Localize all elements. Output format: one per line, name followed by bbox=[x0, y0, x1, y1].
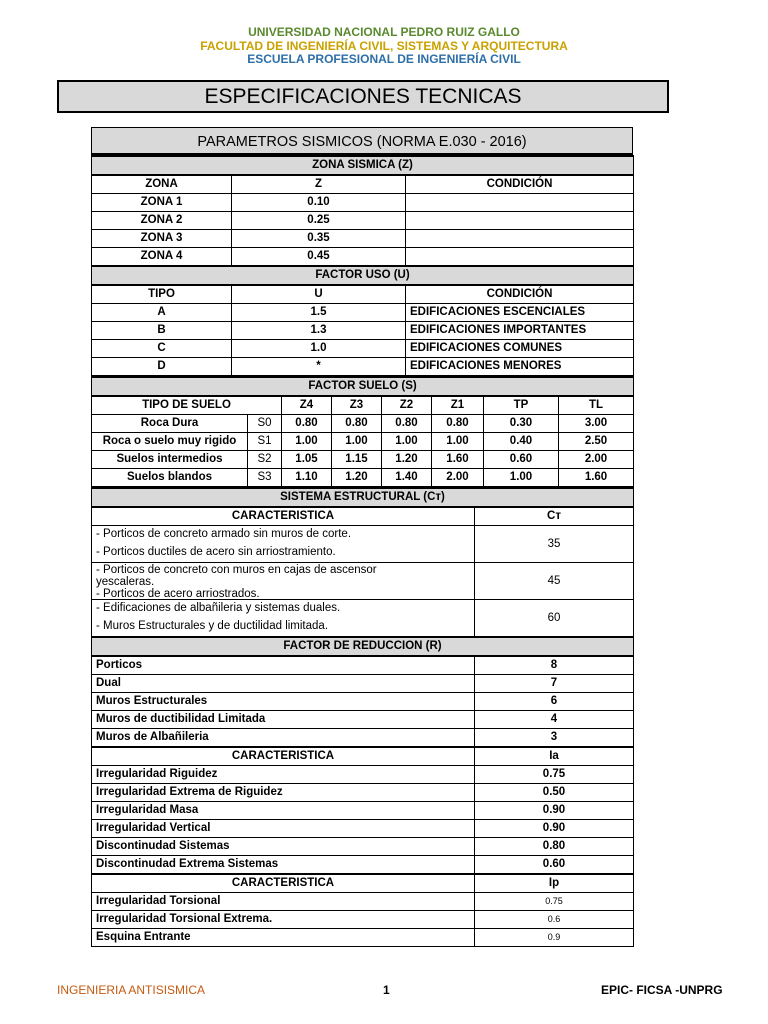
suelo-cell: 1.05 bbox=[282, 451, 332, 469]
footer-page-number: 1 bbox=[383, 983, 390, 997]
table-row bbox=[92, 784, 634, 802]
table-row bbox=[92, 304, 634, 322]
ia-cell: Irregularidad Extrema de Riguidez bbox=[92, 784, 475, 802]
suelo-cell: S1 bbox=[248, 433, 282, 451]
table-row bbox=[92, 911, 634, 929]
reduccion-title: FACTOR DE REDUCCION (R) bbox=[92, 637, 634, 656]
suelo-cell: Roca Dura bbox=[92, 415, 248, 433]
sistema-value: 35 bbox=[475, 526, 634, 563]
reduccion-cell: 3 bbox=[475, 729, 634, 748]
ip-cell: 0.9 bbox=[475, 929, 634, 947]
suelo-cell: 1.20 bbox=[382, 451, 432, 469]
ia-cell: 0.60 bbox=[475, 856, 634, 875]
uso-cell: 1.3 bbox=[232, 322, 406, 340]
table-row bbox=[92, 729, 634, 748]
uso-cell: * bbox=[232, 358, 406, 376]
ip-cell: 0.75 bbox=[475, 893, 634, 911]
suelo-cell: Roca o suelo muy rigido bbox=[92, 433, 248, 451]
reduccion-cell: Muros de Albañileria bbox=[92, 729, 475, 748]
uso-title: FACTOR USO (U) bbox=[92, 266, 634, 285]
suelo-header-z2: Z2 bbox=[382, 396, 432, 415]
suelo-cell: 1.00 bbox=[282, 433, 332, 451]
suelo-cell: 1.00 bbox=[484, 469, 559, 487]
zona-cell: 0.35 bbox=[232, 230, 406, 248]
reduccion-cell: Muros Estructurales bbox=[92, 693, 475, 711]
table-row bbox=[92, 230, 634, 248]
table-row bbox=[92, 675, 634, 693]
ia-cell: Irregularidad Masa bbox=[92, 802, 475, 820]
suelo-cell: Suelos intermedios bbox=[92, 451, 248, 469]
zona-header-condicion: CONDICIÓN bbox=[406, 175, 634, 194]
table-row bbox=[92, 766, 634, 784]
table-row bbox=[92, 451, 634, 469]
suelo-cell: 1.60 bbox=[559, 469, 634, 487]
uso-header-tipo: TIPO bbox=[92, 285, 232, 304]
zona-cell: 0.45 bbox=[232, 248, 406, 267]
zona-title: ZONA SISMICA (Z) bbox=[92, 156, 634, 175]
ip-cell: 0.6 bbox=[475, 911, 634, 929]
footer-institution: EPIC- FICSA -UNPRG bbox=[601, 983, 723, 997]
suelo-cell: S2 bbox=[248, 451, 282, 469]
ip-header-caracteristica: CARACTERISTICA bbox=[92, 874, 475, 893]
table-row bbox=[92, 838, 634, 856]
suelo-cell: 0.40 bbox=[484, 433, 559, 451]
suelo-cell: S0 bbox=[248, 415, 282, 433]
sistema-line: - Porticos de acero arriostrados. bbox=[96, 588, 260, 600]
suelo-cell: 0.80 bbox=[432, 415, 484, 433]
ia-header-caracteristica: CARACTERISTICA bbox=[92, 747, 475, 766]
uso-cell: EDIFICACIONES MENORES bbox=[406, 358, 634, 376]
ia-cell: Discontinudad Extrema Sistemas bbox=[92, 856, 475, 875]
table-row bbox=[92, 433, 634, 451]
reduccion-cell: 6 bbox=[475, 693, 634, 711]
sistema-header-ct: Cт bbox=[475, 507, 634, 526]
table-row bbox=[92, 563, 634, 600]
uso-cell: A bbox=[92, 304, 232, 322]
table-row bbox=[92, 340, 634, 358]
ia-header-ia: Ia bbox=[475, 747, 634, 766]
suelo-cell: 0.30 bbox=[484, 415, 559, 433]
ia-cell: 0.80 bbox=[475, 838, 634, 856]
suelo-header-z1: Z1 bbox=[432, 396, 484, 415]
uso-cell: D bbox=[92, 358, 232, 376]
zona-uso-table bbox=[91, 155, 634, 376]
zona-cell: 0.25 bbox=[232, 212, 406, 230]
table-row bbox=[92, 802, 634, 820]
sistema-line: yescaleras. bbox=[96, 576, 155, 588]
sistema-value: 60 bbox=[475, 600, 634, 638]
zona-cell: ZONA 1 bbox=[92, 194, 232, 212]
reduccion-cell: 7 bbox=[475, 675, 634, 693]
uso-header-condicion: CONDICIÓN bbox=[406, 285, 634, 304]
suelo-cell: 0.80 bbox=[282, 415, 332, 433]
ip-header-ip: Ip bbox=[475, 874, 634, 893]
ia-cell: 0.90 bbox=[475, 820, 634, 838]
suelo-header-tipo: TIPO DE SUELO bbox=[92, 396, 282, 415]
faculty-name: FACULTAD DE INGENIERÍA CIVIL, SISTEMAS Y ARQUITECTURA bbox=[200, 39, 568, 53]
uso-cell: EDIFICACIONES IMPORTANTES bbox=[406, 322, 634, 340]
footer-course: INGENIERIA ANTISISMICA bbox=[57, 983, 206, 997]
sistema-header-caracteristica: CARACTERISTICA bbox=[92, 507, 475, 526]
table-row bbox=[92, 526, 634, 563]
suelo-cell: 1.00 bbox=[332, 433, 382, 451]
ia-cell: 0.50 bbox=[475, 784, 634, 802]
sistema-reduccion-table bbox=[91, 487, 634, 947]
suelo-cell: Suelos blandos bbox=[92, 469, 248, 487]
zona-header-z: Z bbox=[232, 175, 406, 194]
uso-cell: EDIFICACIONES COMUNES bbox=[406, 340, 634, 358]
suelo-cell: 3.00 bbox=[559, 415, 634, 433]
reduccion-cell: Dual bbox=[92, 675, 475, 693]
table-row bbox=[92, 693, 634, 711]
suelo-cell: 1.00 bbox=[432, 433, 484, 451]
uso-cell: 1.0 bbox=[232, 340, 406, 358]
sistema-line: - Porticos de concreto armado sin muros de corte. bbox=[96, 528, 352, 540]
table-row bbox=[92, 656, 634, 675]
table-row bbox=[92, 711, 634, 729]
sistema-description bbox=[92, 563, 475, 600]
suelo-header-z4: Z4 bbox=[282, 396, 332, 415]
ip-cell: Irregularidad Torsional bbox=[92, 893, 475, 911]
ia-cell: 0.75 bbox=[475, 766, 634, 784]
table-row bbox=[92, 248, 634, 267]
zona-cell bbox=[406, 230, 634, 248]
ia-cell: Discontinudad Sistemas bbox=[92, 838, 475, 856]
uso-cell: B bbox=[92, 322, 232, 340]
ia-cell: Irregularidad Vertical bbox=[92, 820, 475, 838]
suelo-cell: 0.60 bbox=[484, 451, 559, 469]
main-table-title: PARAMETROS SISMICOS (NORMA E.030 - 2016) bbox=[91, 127, 633, 155]
ip-cell: Irregularidad Torsional Extrema. bbox=[92, 911, 475, 929]
suelo-cell: 1.15 bbox=[332, 451, 382, 469]
uso-cell: 1.5 bbox=[232, 304, 406, 322]
reduccion-cell: 4 bbox=[475, 711, 634, 729]
zona-cell: ZONA 2 bbox=[92, 212, 232, 230]
reduccion-cell: 8 bbox=[475, 656, 634, 675]
sistema-value: 45 bbox=[475, 563, 634, 600]
suelo-cell: 2.00 bbox=[559, 451, 634, 469]
document-title: ESPECIFICACIONES TECNICAS bbox=[57, 80, 669, 113]
suelo-cell: 0.80 bbox=[382, 415, 432, 433]
zona-cell bbox=[406, 248, 634, 267]
table-row bbox=[92, 856, 634, 875]
suelo-cell: 2.50 bbox=[559, 433, 634, 451]
table-row bbox=[92, 212, 634, 230]
table-row bbox=[92, 322, 634, 340]
zona-header-zona: ZONA bbox=[92, 175, 232, 194]
suelo-table bbox=[91, 376, 634, 487]
suelo-cell: S3 bbox=[248, 469, 282, 487]
table-row bbox=[92, 469, 634, 487]
table-row bbox=[92, 820, 634, 838]
suelo-header-z3: Z3 bbox=[332, 396, 382, 415]
sistema-line: - Porticos de concreto con muros en cajas de ascensor bbox=[96, 564, 377, 576]
ia-cell: 0.90 bbox=[475, 802, 634, 820]
suelo-cell: 1.00 bbox=[382, 433, 432, 451]
ip-cell: Esquina Entrante bbox=[92, 929, 475, 947]
sistema-description bbox=[92, 526, 475, 563]
table-row bbox=[92, 893, 634, 911]
zona-cell: ZONA 3 bbox=[92, 230, 232, 248]
uso-header-u: U bbox=[232, 285, 406, 304]
university-name: UNIVERSIDAD NACIONAL PEDRO RUIZ GALLO bbox=[248, 25, 520, 39]
table-row bbox=[92, 358, 634, 376]
suelo-cell: 0.80 bbox=[332, 415, 382, 433]
table-row bbox=[92, 929, 634, 947]
suelo-title: FACTOR SUELO (S) bbox=[92, 377, 634, 396]
zona-cell: ZONA 4 bbox=[92, 248, 232, 267]
sistema-title: SISTEMA ESTRUCTURAL (Cт) bbox=[92, 488, 634, 507]
zona-cell bbox=[406, 212, 634, 230]
table-row bbox=[92, 194, 634, 212]
sistema-line: - Porticos ductiles de acero sin arriostramiento. bbox=[96, 546, 336, 558]
table-row bbox=[92, 415, 634, 433]
sistema-line: - Muros Estructurales y de ductilidad limitada. bbox=[96, 620, 329, 632]
zona-cell bbox=[406, 194, 634, 212]
suelo-cell: 1.40 bbox=[382, 469, 432, 487]
ia-cell: Irregularidad Riguidez bbox=[92, 766, 475, 784]
uso-cell: C bbox=[92, 340, 232, 358]
uso-cell: EDIFICACIONES ESCENCIALES bbox=[406, 304, 634, 322]
school-name: ESCUELA PROFESIONAL DE INGENIERÍA CIVIL bbox=[247, 52, 521, 66]
suelo-cell: 1.20 bbox=[332, 469, 382, 487]
reduccion-cell: Porticos bbox=[92, 656, 475, 675]
suelo-cell: 2.00 bbox=[432, 469, 484, 487]
suelo-header-tp: TP bbox=[484, 396, 559, 415]
suelo-header-tl: TL bbox=[559, 396, 634, 415]
suelo-cell: 1.10 bbox=[282, 469, 332, 487]
zona-cell: 0.10 bbox=[232, 194, 406, 212]
sistema-line: - Edificaciones de albañileria y sistemas duales. bbox=[96, 602, 341, 614]
suelo-cell: 1.60 bbox=[432, 451, 484, 469]
table-row bbox=[92, 600, 634, 638]
sistema-description bbox=[92, 600, 475, 638]
reduccion-cell: Muros de ductibilidad Limitada bbox=[92, 711, 475, 729]
